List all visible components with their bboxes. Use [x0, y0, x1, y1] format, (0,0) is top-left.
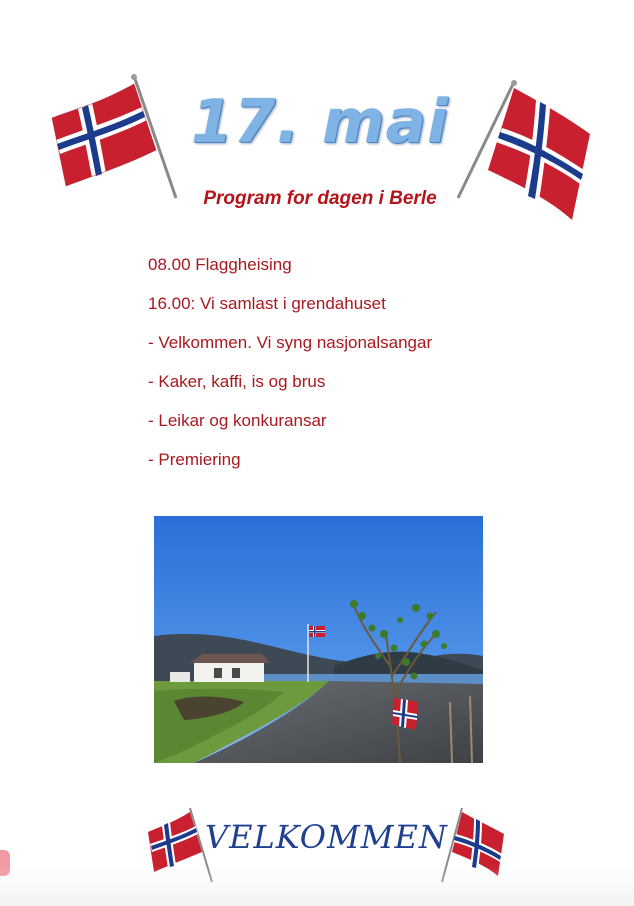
program-item: - Velkommen. Vi syng nasjonalsangar — [148, 333, 433, 352]
program-list — [148, 253, 432, 487]
welcome-text: VELKOMMEN — [205, 818, 448, 856]
program-item: - Kaker, kaffi, is og brus — [148, 372, 326, 391]
page-bottom-shade — [0, 866, 634, 906]
program-item: 16.00: Vi samlast i grendahuset — [148, 294, 386, 313]
program-item: - Leikar og konkuransar — [148, 411, 327, 430]
page-subtitle: Program for dagen i Berle — [203, 188, 437, 209]
program-item: - Premiering — [148, 450, 241, 469]
community-house-photo — [154, 516, 483, 763]
program-item: 08.00 Flaggheising — [148, 255, 292, 274]
page-title: 17. mai — [191, 87, 449, 157]
